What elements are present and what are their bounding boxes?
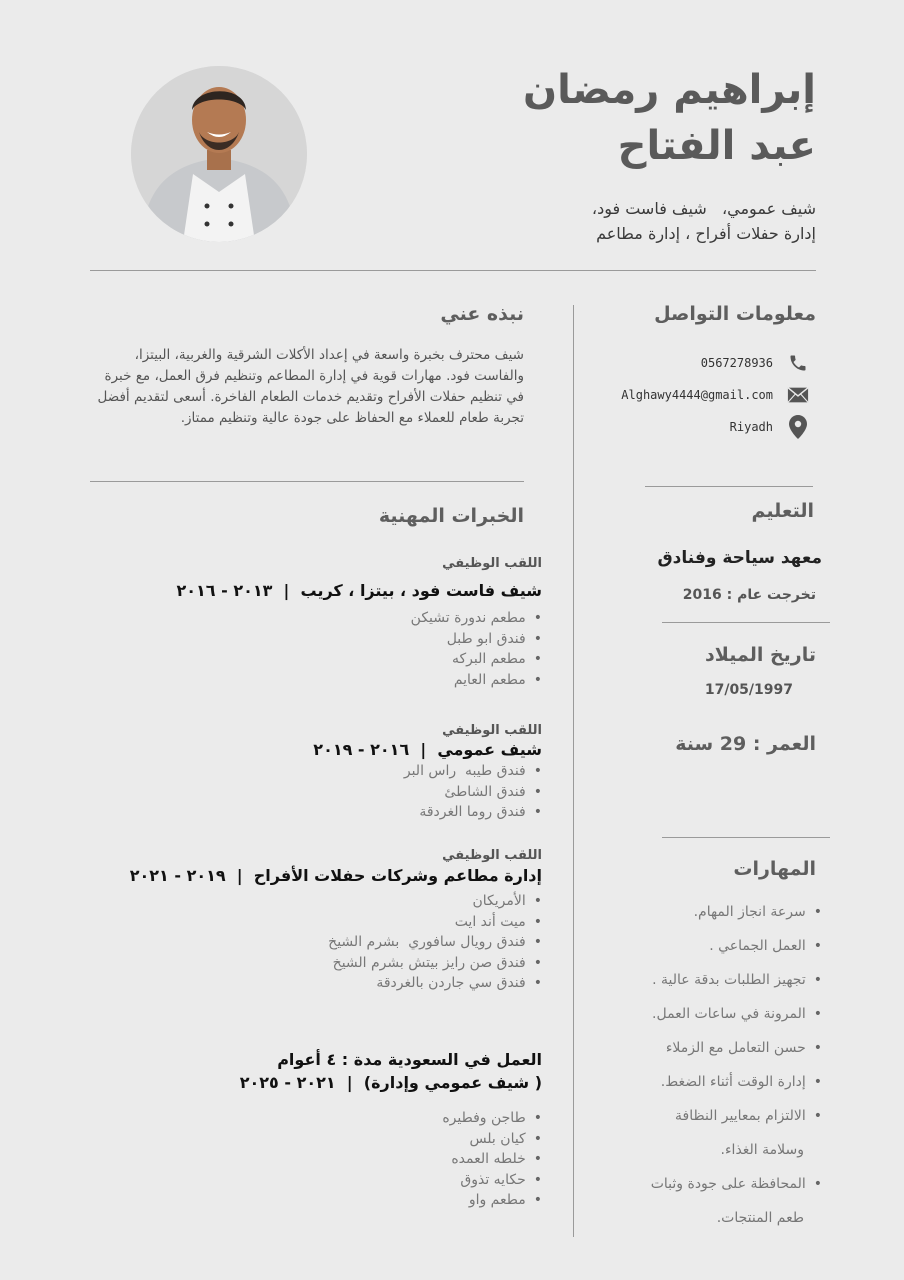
list-item: • خلطه العمده [102,1149,542,1170]
contact-phone [509,351,809,375]
skill-item: • تجهيز الطلبات بدقة عالية . [572,963,822,997]
list-item: • كيان بلس [102,1129,542,1150]
location-pin-icon [787,416,809,438]
list-item: • طاجن وفطيره [102,1108,542,1129]
list-item: • فندق رويال سافوري بشرم الشيخ [102,932,542,953]
education-divider [662,622,830,623]
list-item: • حكايه تذوق [102,1170,542,1191]
title-line-2: إدارة حفلات أفراح ، إدارة مطاعم [596,224,816,243]
job-title: إدارة مطاعم وشركات حفلات الأفراح | ٢٠١٩ - ٢٠٢١ [129,866,542,885]
skill-item: • المحافظة على جودة وثبات [572,1167,822,1201]
phone-icon [787,352,809,374]
location-city: Riyadh [729,420,773,434]
saudi-title: ( شيف عمومي وإدارة) | ٢٠٢١ - ٢٠٢٥ [239,1073,542,1092]
skill-item: • المرونة في ساعات العمل. [572,997,822,1031]
about-text: شيف محترف بخبرة واسعة في إعداد الأكلات الشرقية والغربية، البيتزا، والفاست فود. مهارات قوية في إدارة المطاعم وتنظيم فرق العمل، مع خبرة في تنظيم حفلات الأفراح وتقديم خدمات الطعام الفاخرة. أسعى لتقديم أفضل تجربة طعام للعملاء مع الحفاظ على جودة عالية وتنظيم ممتاز. [97,347,524,426]
list-item: • فندق روما الغردقة [122,802,542,823]
job-1 [122,556,542,690]
mail-icon [787,384,809,406]
job-role-label: اللقب الوظيفي [442,723,542,738]
job-title: شيف فاست فود ، بيتزا ، كريب | ٢٠١٣ - ٢٠١٦ [176,581,542,600]
email-address: Alghawy4444@gmail.com [621,388,773,402]
job-role-label: اللقب الوظيفي [442,848,542,863]
experience-heading: الخبرات المهنية [378,505,524,527]
contact-divider [645,486,813,487]
list-item: • مطعم العايم [122,670,542,691]
profile-photo [131,66,307,242]
name-line-1: إبراهيم رمضان [522,67,816,113]
birth-heading: تاريخ الميلاد [705,644,816,666]
skills-list [572,895,822,1235]
saudi-places [102,1108,542,1211]
graduation-year: تخرجت عام : 2016 [682,587,816,603]
list-item: • مطعم واو [102,1190,542,1211]
skill-item: • الالتزام بمعايير النظافة [572,1099,822,1133]
list-item: • فندق طيبه راس البر [122,761,542,782]
contact-heading: معلومات التواصل [654,303,816,325]
list-item: • مطعم البركه [122,649,542,670]
job-places [122,761,542,823]
birth-date: 17/05/1997 [704,682,793,698]
job-titles [456,196,816,246]
job-title: شيف عمومي | ٢٠١٦ - ٢٠١٩ [313,740,542,759]
age: العمر : 29 سنة [675,733,816,755]
list-item: • فندق سي جاردن بالغردقة [102,973,542,994]
education-school: معهد سياحة وفنادق [657,548,822,568]
age-divider [662,837,830,838]
job-role-label: اللقب الوظيفي [442,556,542,571]
header-divider [90,270,816,271]
contact-email [509,383,809,407]
skills-heading: المهارات [733,858,816,880]
full-name [376,62,816,174]
skill-item-continued: وسلامة الغذاء. [720,1142,804,1158]
skill-item: • حسن التعامل مع الزملاء [572,1031,822,1065]
list-item: • الأمريكان [102,891,542,912]
about-divider [90,481,524,482]
name-line-2: عبد الفتاح [617,123,816,169]
skill-item: • العمل الجماعي . [572,929,822,963]
education-heading: التعليم [751,500,814,522]
contact-location [509,415,809,439]
skill-item: • إدارة الوقت أثناء الضغط. [572,1065,822,1099]
list-item: • فندق صن رايز بيتش بشرم الشيخ [102,953,542,974]
list-item: • مطعم ندورة تشيكن [122,608,542,629]
skill-item-continued: طعم المنتجات. [716,1210,804,1226]
saudi-experience [102,1050,542,1211]
about-heading: نبذه عني [440,303,524,325]
job-3 [102,848,542,994]
job-2 [122,723,542,823]
phone-number: 0567278936 [700,356,773,370]
list-item: • فندق ابو طبل [122,629,542,650]
title-line-1: شيف عمومي، شيف فاست فود، [591,199,816,218]
saudi-duration: العمل في السعودية مدة : ٤ أعوام [277,1050,542,1069]
list-item: • فندق الشاطئ [122,782,542,803]
job-places [122,608,542,690]
job-places [102,891,542,994]
list-item: • ميت أند ايت [102,912,542,933]
skill-item: • سرعة انجاز المهام. [572,895,822,929]
